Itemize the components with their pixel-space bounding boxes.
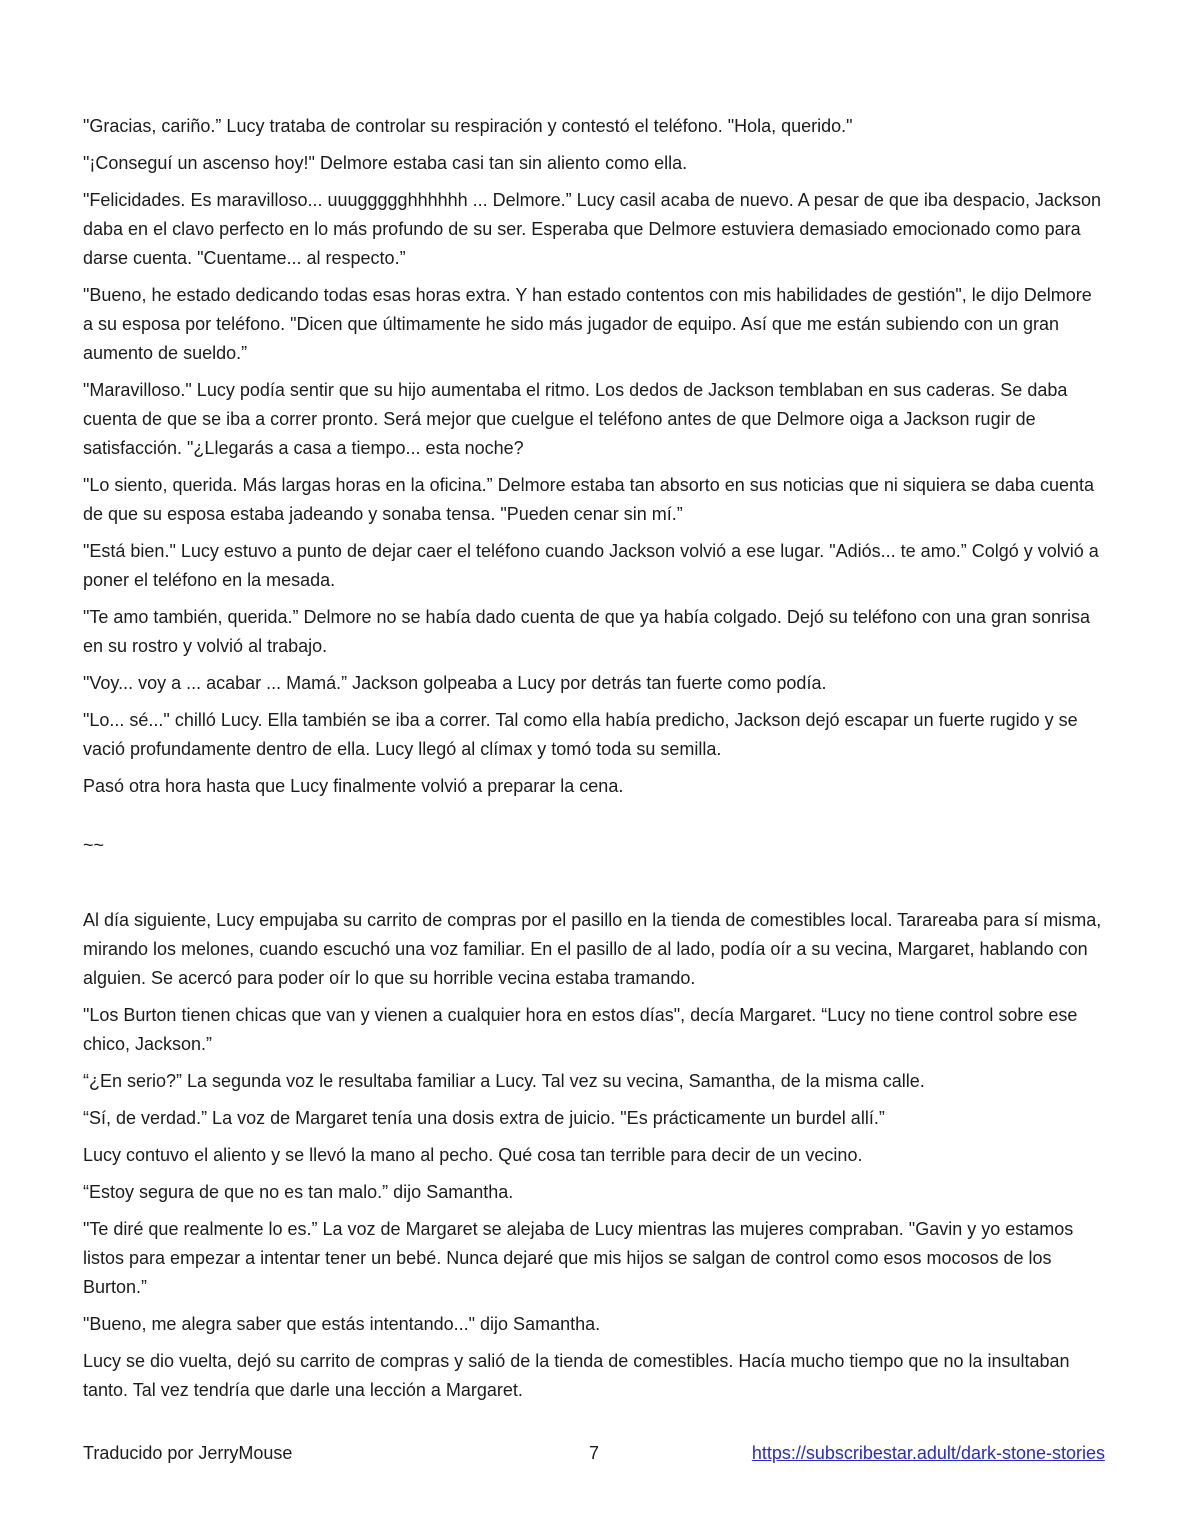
story-paragraph: Al día siguiente, Lucy empujaba su carrito de compras por el pasillo en la tienda de comestibles local. Tarareaba para sí misma, mirando los melones, cuando escuchó una voz familiar. En el pasillo de al lado, podía oír a su vecina, Margaret, hablando con alguien. Se acercó para poder oír lo que su horrible vecina estaba tramando. bbox=[83, 910, 1102, 988]
section-separator: ~~ bbox=[83, 835, 105, 855]
story-paragraph: "Maravilloso." Lucy podía sentir que su hijo aumentaba el ritmo. Los dedos de Jackson temblaban en sus caderas. Se daba cuenta de que se iba a correr pronto. Será mejor que cuelgue el teléfono antes de que Delmore oiga a Jackson rugir de satisfacción. "¿Llegarás a casa a tiempo... esta noche? bbox=[83, 380, 1068, 458]
story-paragraph: "Gracias, cariño.” Lucy trataba de controlar su respiración y contestó el teléfono. "Hola, querido." bbox=[83, 116, 853, 136]
story-text bbox=[83, 112, 1105, 1413]
story-paragraph: “¿En serio?” La segunda voz le resultaba familiar a Lucy. Tal vez su vecina, Samantha, de la misma calle. bbox=[83, 1071, 925, 1091]
page-number: 7 bbox=[588, 1443, 599, 1463]
footer-translator-credit: Traducido por JerryMouse bbox=[83, 1443, 293, 1463]
story-paragraph: Lucy se dio vuelta, dejó su carrito de compras y salió de la tienda de comestibles. Hacía mucho tiempo que no la insultaban tanto. Tal vez tendría que darle una lección a Margaret. bbox=[83, 1351, 1070, 1400]
story-paragraph: "Voy... voy a ... acabar ... Mamá.” Jackson golpeaba a Lucy por detrás tan fuerte como podía. bbox=[83, 673, 827, 693]
story-paragraph: "Lo siento, querida. Más largas horas en la oficina.” Delmore estaba tan absorto en sus noticias que ni siquiera se daba cuenta de que su esposa estaba jadeando y sonaba tensa. "Pueden cenar sin mí.” bbox=[83, 475, 1094, 524]
story-paragraph: “Estoy segura de que no es tan malo.” dijo Samantha. bbox=[83, 1182, 514, 1202]
story-paragraph: "Felicidades. Es maravilloso... uuuggggghhhhhh ... Delmore.” Lucy casil acaba de nuevo. A pesar de que iba despacio, Jackson daba en el clavo perfecto en lo más profundo de su ser. Esperaba que Delmore estuviera demasiado emocionado como para darse cuenta. "Cuentame... al respecto.” bbox=[83, 190, 1102, 268]
story-paragraph: "Te diré que realmente lo es.” La voz de Margaret se alejaba de Lucy mientras las mujeres compraban. "Gavin y yo estamos listos para empezar a intentar tener un bebé. Nunca dejaré que mis hijos se salgan de control como esos mocosos de los Burton.” bbox=[83, 1219, 1074, 1297]
story-paragraph: "Bueno, he estado dedicando todas esas horas extra. Y han estado contentos con mis habilidades de gestión", le dijo Delmore a su esposa por teléfono. "Dicen que últimamente he sido más jugador de equipo. Así que me están subiendo con un gran aumento de sueldo.” bbox=[83, 285, 1092, 363]
story-paragraph: "Lo... sé..." chilló Lucy. Ella también se iba a correr. Tal como ella había predicho, Jackson dejó escapar un fuerte rugido y se vació profundamente dentro de ella. Lucy llegó al clímax y tomó toda su semilla. bbox=[83, 710, 1078, 759]
story-paragraph: Lucy contuvo el aliento y se llevó la mano al pecho. Qué cosa tan terrible para decir de un vecino. bbox=[83, 1145, 863, 1165]
story-paragraph: Pasó otra hora hasta que Lucy finalmente volvió a preparar la cena. bbox=[83, 776, 624, 796]
story-paragraph: “Sí, de verdad.” La voz de Margaret tenía una dosis extra de juicio. "Es prácticamente un burdel allí.” bbox=[83, 1108, 885, 1128]
story-paragraph: "¡Conseguí un ascenso hoy!" Delmore estaba casi tan sin aliento como ella. bbox=[83, 153, 688, 173]
page-footer bbox=[83, 1443, 1105, 1464]
story-paragraph: "Bueno, me alegra saber que estás intentando..." dijo Samantha. bbox=[83, 1314, 601, 1334]
story-paragraph: "Está bien." Lucy estuvo a punto de dejar caer el teléfono cuando Jackson volvió a ese lugar. "Adiós... te amo.” Colgó y volvió a poner el teléfono en la mesada. bbox=[83, 541, 1099, 590]
story-paragraph: "Te amo también, querida.” Delmore no se había dado cuenta de que ya había colgado. Dejó su teléfono con una gran sonrisa en su rostro y volvió al trabajo. bbox=[83, 607, 1091, 656]
footer-link[interactable]: https://subscribestar.adult/dark-stone-stories bbox=[751, 1443, 1105, 1463]
story-paragraph: "Los Burton tienen chicas que van y vienen a cualquier hora en estos días", decía Margaret. “Lucy no tiene control sobre ese chico, Jackson.” bbox=[83, 1005, 1078, 1054]
